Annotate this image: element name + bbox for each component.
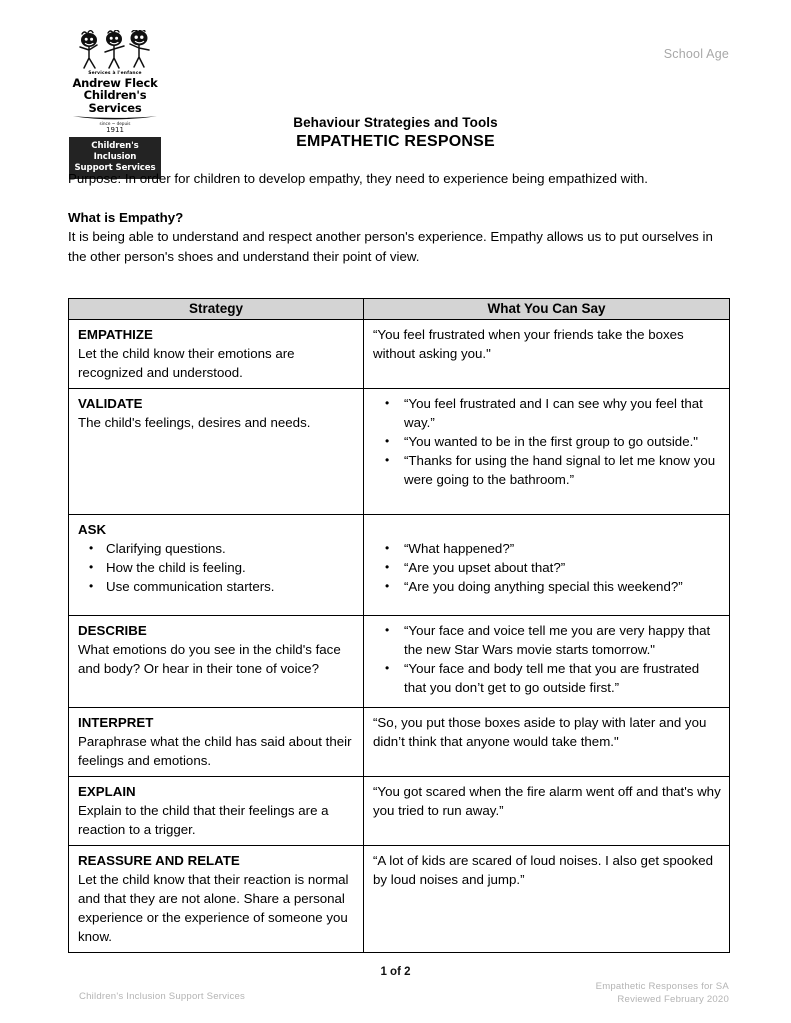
strategy-description: Let the child know that their reaction is normal and that they are not alone. Share a personal experience or the experience of someone you know. bbox=[78, 872, 349, 944]
say-cell-content bbox=[364, 320, 729, 369]
say-text: “So, you put those boxes aside to play with later and you didn’t think that anyone would take them." bbox=[373, 715, 707, 749]
strategy-description: Paraphrase what the child has said about their feelings and emotions. bbox=[78, 734, 352, 768]
say-cell bbox=[364, 846, 730, 953]
introduction-section bbox=[68, 169, 723, 266]
strategy-cell-content bbox=[69, 320, 363, 388]
say-text: “You got scared when the fire alarm went off and that's why you tried to run away.” bbox=[373, 784, 721, 818]
list-item: • “What happened?” bbox=[404, 539, 721, 558]
say-cell-content bbox=[364, 515, 729, 602]
table-row bbox=[69, 515, 730, 616]
logo-org-name-line1: Andrew Fleck bbox=[72, 76, 158, 90]
document-header bbox=[0, 26, 791, 173]
say-cell bbox=[364, 777, 730, 846]
purpose-paragraph: Purpose: In order for children to develop empathy, they need to experience being empathized with. bbox=[68, 171, 648, 186]
strategy-term: DESCRIBE bbox=[78, 623, 147, 638]
strategy-term: EMPATHIZE bbox=[78, 327, 153, 342]
strategy-description: Explain to the child that their feelings are a reaction to a trigger. bbox=[78, 803, 329, 837]
table-row bbox=[69, 708, 730, 777]
strategy-cell bbox=[69, 846, 364, 953]
table-row bbox=[69, 616, 730, 708]
list-item: • Clarifying questions. bbox=[106, 539, 355, 558]
say-bullet-list bbox=[373, 539, 721, 596]
say-cell-content bbox=[364, 616, 729, 703]
say-cell bbox=[364, 515, 730, 616]
strategy-bullet-list bbox=[78, 539, 355, 596]
organization-logo bbox=[69, 30, 161, 179]
column-header-strategy: Strategy bbox=[69, 299, 364, 320]
list-item: • “Are you doing anything special this weekend?” bbox=[404, 577, 721, 596]
table-row bbox=[69, 777, 730, 846]
strategy-description: The child's feelings, desires and needs. bbox=[78, 415, 311, 430]
strategy-description: What emotions do you see in the child's face and body? Or hear in their tone of voice? bbox=[78, 642, 341, 676]
say-cell-content bbox=[364, 777, 729, 826]
strategy-cell bbox=[69, 708, 364, 777]
badge-line-2: Support Services bbox=[74, 163, 156, 173]
age-group-label: School Age bbox=[663, 47, 729, 61]
table-row bbox=[69, 846, 730, 953]
strategy-cell-content bbox=[69, 777, 363, 845]
logo-since-year: 1911 bbox=[106, 126, 124, 134]
page-title: EMPATHETIC RESPONSE bbox=[296, 133, 495, 150]
strategy-cell-content bbox=[69, 708, 363, 776]
strategy-cell-content bbox=[69, 846, 363, 952]
page-number: 1 of 2 bbox=[380, 966, 411, 978]
say-bullet-list bbox=[373, 621, 721, 697]
strategy-term: VALIDATE bbox=[78, 396, 143, 411]
strategy-term: EXPLAIN bbox=[78, 784, 136, 799]
list-item: • “Are you upset about that?” bbox=[404, 558, 721, 577]
table-header-row bbox=[69, 299, 730, 320]
table-body bbox=[69, 320, 730, 953]
children-drawing-icon bbox=[69, 30, 161, 72]
say-cell-content bbox=[364, 389, 729, 495]
strategy-cell bbox=[69, 515, 364, 616]
footer-document-note bbox=[596, 980, 729, 1006]
list-item: • “You wanted to be in the first group to go outside." bbox=[404, 432, 721, 451]
footer-document-title: Empathetic Responses for SA bbox=[595, 981, 729, 992]
say-cell bbox=[364, 708, 730, 777]
logo-tagline-fr: Services à l'enfance bbox=[88, 71, 142, 76]
document-title-block bbox=[0, 114, 791, 152]
say-bullet-list bbox=[373, 394, 721, 489]
say-cell bbox=[364, 320, 730, 389]
strategy-cell bbox=[69, 320, 364, 389]
strategy-cell-content bbox=[69, 389, 363, 438]
strategy-cell-content bbox=[69, 515, 363, 602]
table-row bbox=[69, 389, 730, 515]
say-text: “You feel frustrated when your friends take the boxes without asking you." bbox=[373, 327, 684, 361]
strategy-term: INTERPRET bbox=[78, 715, 154, 730]
say-cell bbox=[364, 389, 730, 515]
say-text: “A lot of kids are scared of loud noises. I also get spooked by loud noises and jump.” bbox=[373, 853, 714, 887]
strategy-cell bbox=[69, 616, 364, 708]
list-item: • How the child is feeling. bbox=[106, 558, 355, 577]
strategy-term: ASK bbox=[78, 522, 107, 537]
paragraph-spacer bbox=[68, 189, 723, 208]
say-cell bbox=[364, 616, 730, 708]
table-row bbox=[69, 320, 730, 389]
strategy-cell bbox=[69, 389, 364, 515]
list-item: • Use communication starters. bbox=[106, 577, 355, 596]
document-subtitle: Behaviour Strategies and Tools bbox=[293, 115, 498, 130]
strategy-description: Let the child know their emotions are recognized and understood. bbox=[78, 346, 295, 380]
strategy-cell bbox=[69, 777, 364, 846]
strategy-cell-content bbox=[69, 616, 363, 684]
footer-organization-note: Children's Inclusion Support Services bbox=[79, 991, 246, 1002]
list-item: • “Your face and body tell me that you are frustrated that you don’t get to go outside first.” bbox=[404, 659, 721, 697]
logo-since-label: since ~ depuis bbox=[99, 121, 131, 126]
empathy-definition-paragraph: It is being able to understand and respect another person's experience. Empathy allows us to put ourselves in the other person's shoes and understand their point of view. bbox=[68, 229, 713, 264]
say-cell-content bbox=[364, 846, 729, 895]
list-item: • “Thanks for using the hand signal to let me know you were going to the bathroom.” bbox=[404, 451, 721, 489]
strategy-term: REASSURE AND RELATE bbox=[78, 853, 240, 868]
logo-org-name-line2: Children's Services bbox=[83, 88, 147, 115]
what-is-empathy-heading: What is Empathy? bbox=[68, 209, 184, 225]
list-item: • “You feel frustrated and I can see why you feel that way.” bbox=[404, 394, 721, 432]
say-cell-content bbox=[364, 708, 729, 757]
list-item: • “Your face and voice tell me you are very happy that the new Star Wars movie starts tomorrow." bbox=[404, 621, 721, 659]
badge-line-1: Children's Inclusion bbox=[91, 141, 139, 162]
strategy-table bbox=[68, 298, 730, 953]
column-header-what-you-can-say: What You Can Say bbox=[364, 299, 730, 320]
footer-review-date: Reviewed February 2020 bbox=[617, 994, 729, 1005]
